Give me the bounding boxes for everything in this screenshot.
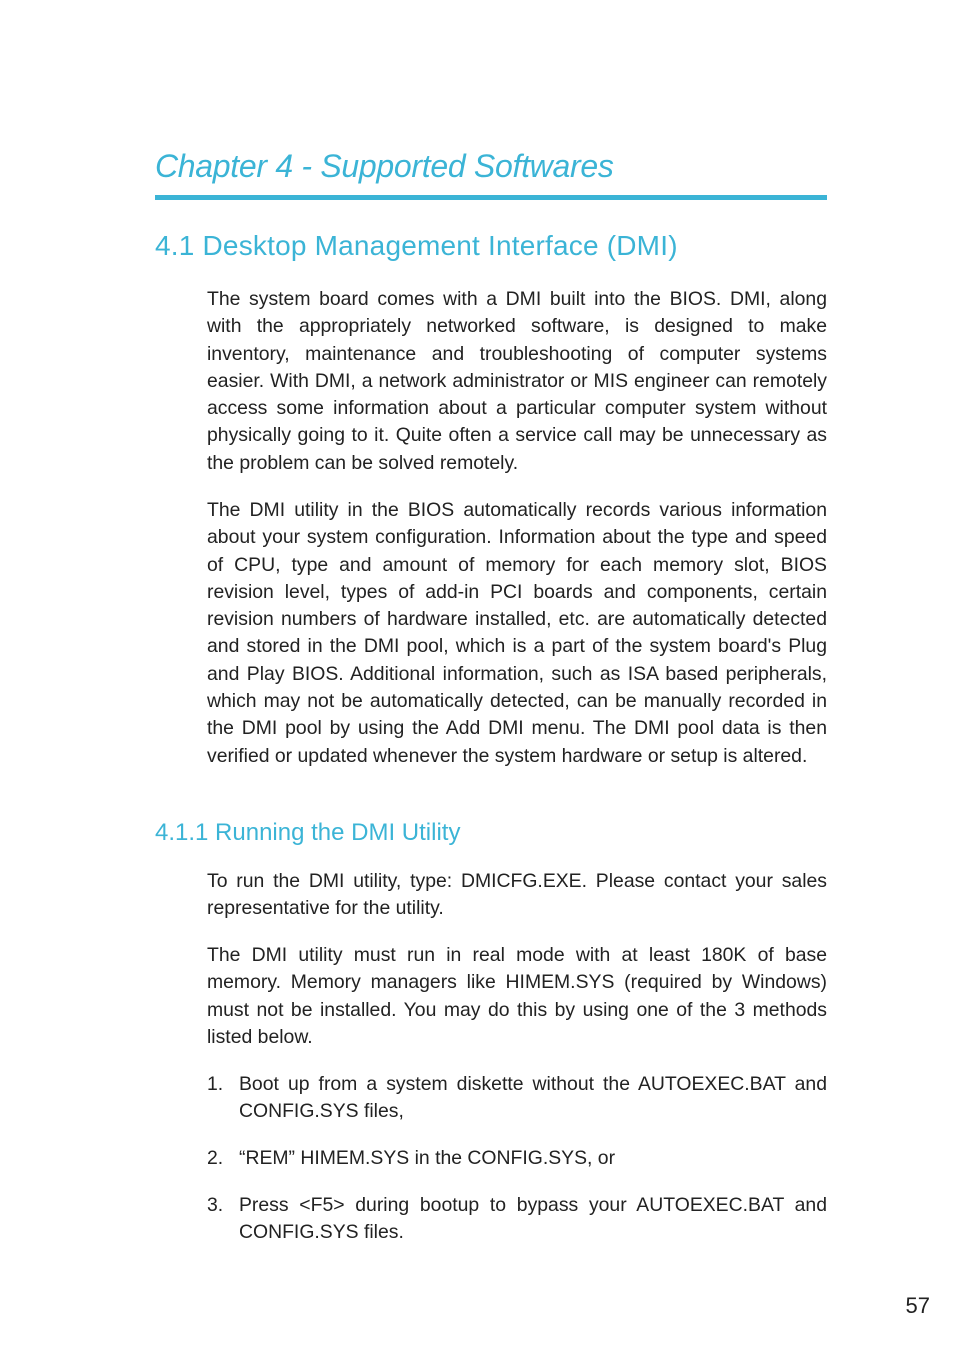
section-title: 4.1 Desktop Management Interface (DMI) <box>155 230 678 261</box>
list-item <box>207 1145 827 1172</box>
section-paragraph: The DMI utility in the BIOS automatically records various information about your system configuration. Information about the type and speed of CPU, type and amount of memory for each memory slot, BIOS revision level, types of add-in PCI boards and components, certain revision numbers of hardware installed, etc. are automatically detected and stored in the DMI pool, which is a part of the system board's Plug and Play BIOS. Additional information, such as ISA based peripherals, which may not be automatically detected, can be manually recorded in the DMI pool by using the Add DMI menu. The DMI pool data is then verified or updated whenever the system hardware or setup is altered. <box>207 499 827 767</box>
list-item-number: 2. <box>207 1147 224 1169</box>
section-paragraph: The system board comes with a DMI built into the BIOS. DMI, along with the appropriately networked software, is designed to make inventory, maintenance and troubleshooting of computer systems easier. With DMI, a network administrator or MIS engineer can remotely access some information about a particular computer system without physically going to it. Quite often a service call may be unnecessary as the problem can be solved remotely. <box>207 288 827 474</box>
list-item <box>207 1192 827 1247</box>
subsection-title: 4.1.1 Running the DMI Utility <box>155 819 461 846</box>
chapter-title: Chapter 4 - Supported Softwares <box>155 148 614 184</box>
list-item-number: 3. <box>207 1194 224 1216</box>
list-item-number: 1. <box>207 1073 224 1095</box>
list-item-text: Press <F5> during bootup to bypass your AUTOEXEC.BAT and CONFIG.SYS files. <box>239 1194 827 1244</box>
list-item-text: “REM” HIMEM.SYS in the CONFIG.SYS, or <box>239 1147 616 1169</box>
page-number: 57 <box>905 1293 930 1318</box>
subsection-paragraph: The DMI utility must run in real mode with at least 180K of base memory. Memory managers like HIMEM.SYS (required by Windows) must not be installed. You may do this by using one of the 3 methods listed below. <box>207 944 827 1048</box>
list-item <box>207 1071 827 1126</box>
subsection-paragraph: To run the DMI utility, type: DMICFG.EXE. Please contact your sales representative for the utility. <box>207 870 827 920</box>
chapter-divider <box>155 195 827 200</box>
list-item-text: Boot up from a system diskette without the AUTOEXEC.BAT and CONFIG.SYS files, <box>239 1073 827 1123</box>
